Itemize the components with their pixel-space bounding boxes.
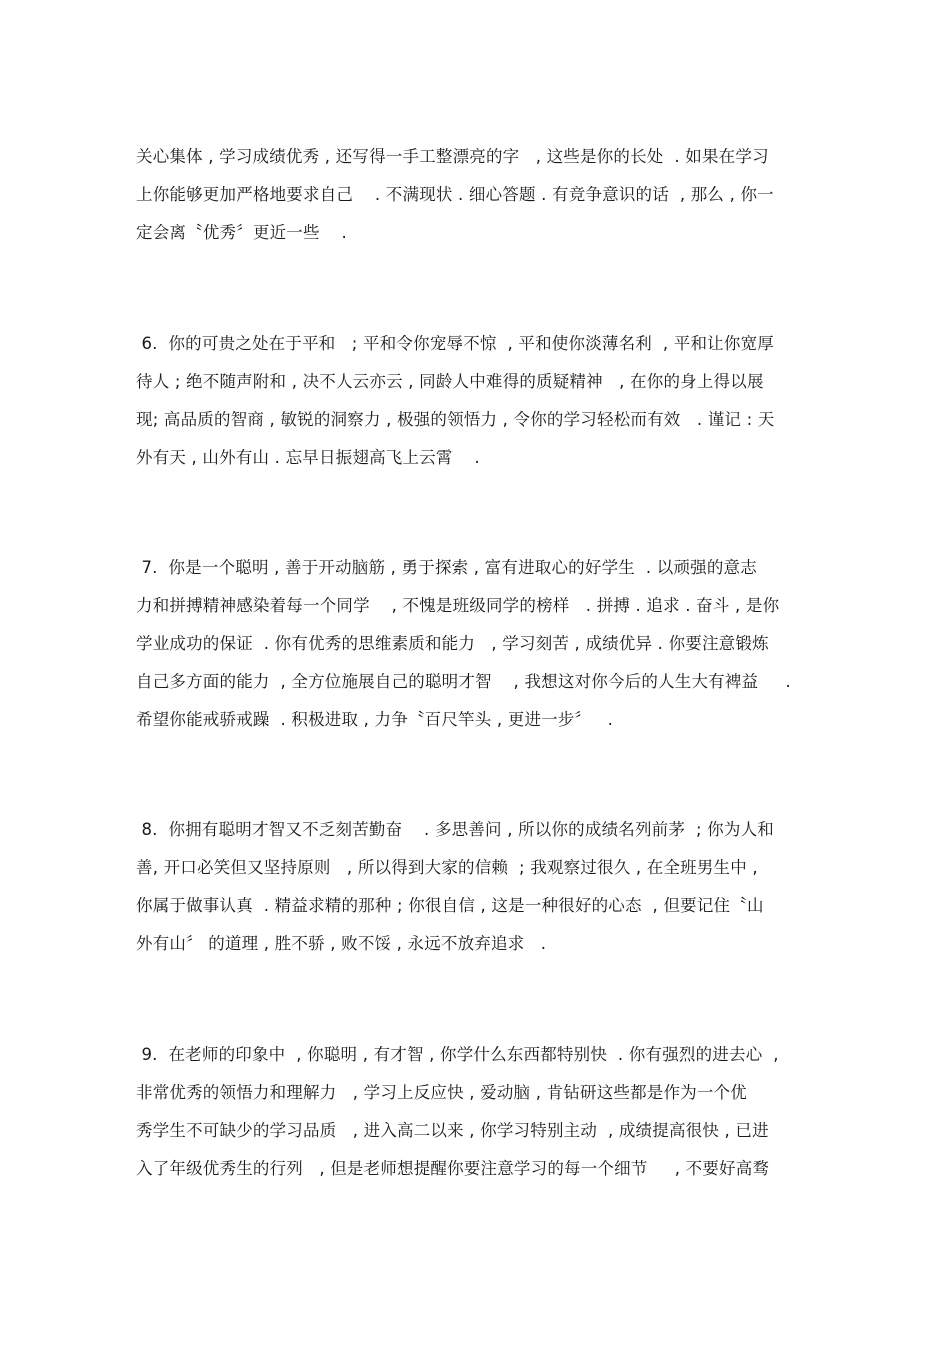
text-line: 上你能够更加严格地要求自己 . 不满现状 . 细心答题 . 有竞争意识的话 , 那么 , 你一 bbox=[136, 185, 774, 204]
text-line: 外有天 , 山外有山 . 忘早日振翅高飞上云霄 . bbox=[136, 448, 480, 467]
text-line: 关心集体 , 学习成绩优秀 , 还写得一手工整漂亮的字 , 这些是你的长处 . 如果在学习 bbox=[136, 147, 769, 166]
text-line: 力和拼搏精神感染着每一个同学 , 不愧是班级同学的榜样 . 拼搏 . 追求 . 奋斗 , 是你 bbox=[136, 596, 780, 615]
text-line: 非常优秀的领悟力和理解力 , 学习上反应快 , 爱动脑 , 肯钻研这些都是作为一个优 bbox=[136, 1083, 747, 1102]
paragraph-7 bbox=[136, 549, 826, 739]
text-line: 现; 高品质的智商 , 敏锐的洞察力 , 极强的领悟力 , 令你的学习轻松而有效 . 谨记 : 天 bbox=[136, 410, 775, 429]
text-line: 秀学生不可缺少的学习品质 , 进入高二以来 , 你学习特别主动 , 成绩提高很快 , 已进 bbox=[136, 1121, 769, 1140]
paragraph-intro bbox=[136, 138, 826, 252]
text-line: 定会离〝优秀〞更近一些 . bbox=[136, 223, 347, 242]
text-line: 入了年级优秀生的行列 , 但是老师想提醒你要注意学习的每一个细节 , 不要好高骛 bbox=[136, 1159, 770, 1178]
text-line: 希望你能戒骄戒躁 . 积极进取 , 力争〝百尺竿头 , 更进一步〞 . bbox=[136, 710, 614, 729]
paragraph-9 bbox=[136, 1036, 826, 1188]
text-line: 你属于做事认真 . 精益求精的那种 ; 你很自信 , 这是一种很好的心态 , 但要记住〝山 bbox=[136, 896, 764, 915]
text-line: 外有山〞 的道理 , 胜不骄 , 败不馁 , 永远不放弃追求 . bbox=[136, 934, 547, 953]
paragraph-8 bbox=[136, 811, 826, 963]
text-line: 待人 ; 绝不随声附和 , 决不人云亦云 , 同龄人中难得的质疑精神 , 在你的身上得以展 bbox=[136, 372, 764, 391]
text-line: 8. 你拥有聪明才智又不乏刻苦勤奋 . 多思善问 , 所以你的成绩名列前茅 ; 你为人和 bbox=[136, 820, 774, 839]
text-line: 9. 在老师的印象中 , 你聪明 , 有才智 , 你学什么东西都特别快 . 你有强烈的进去心 , bbox=[136, 1045, 779, 1064]
text-line: 6. 你的可贵之处在于平和 ; 平和令你宠辱不惊 , 平和使你淡薄名利 , 平和让你宽厚 bbox=[136, 334, 774, 353]
text-line: 自己多方面的能力 , 全方位施展自己的聪明才智 , 我想这对你今后的人生大有裨益 . bbox=[136, 672, 791, 691]
text-line: 善, 开口必笑但又坚持原则 , 所以得到大家的信赖 ; 我观察过很久 , 在全班男生中 , bbox=[136, 858, 758, 877]
paragraph-6 bbox=[136, 325, 826, 477]
text-line: 7. 你是一个聪明 , 善于开动脑筋 , 勇于探索 , 富有进取心的好学生 . 以顽强的意志 bbox=[136, 558, 757, 577]
text-line: 学业成功的保证 . 你有优秀的思维素质和能力 , 学习刻苦 , 成绩优异 . 你要注意锻炼 bbox=[136, 634, 769, 653]
